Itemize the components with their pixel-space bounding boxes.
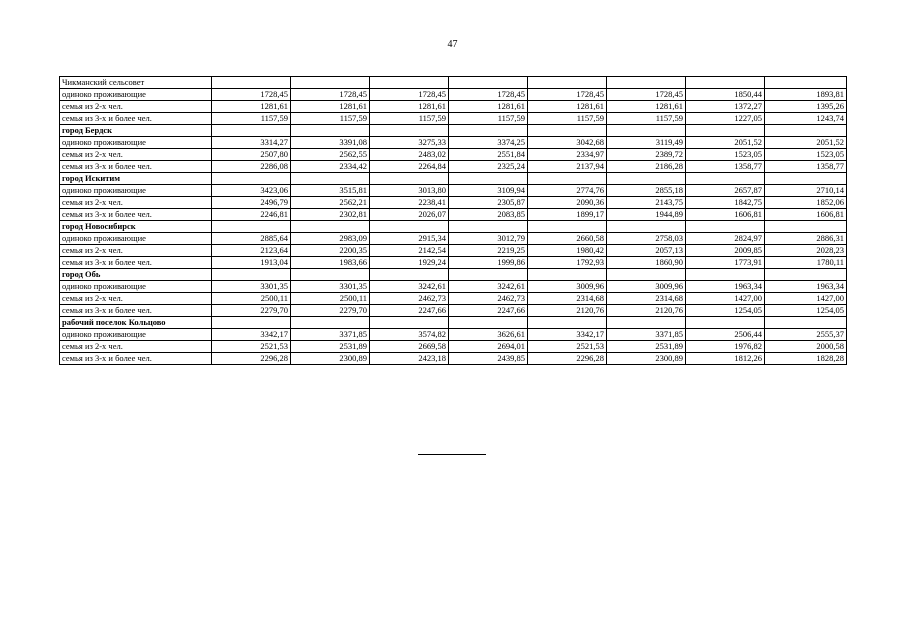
- value-cell: 2083,85: [449, 209, 528, 221]
- empty-cell: [212, 173, 291, 185]
- empty-cell: [528, 269, 607, 281]
- value-cell: 2238,41: [370, 197, 449, 209]
- empty-cell: [370, 77, 449, 89]
- value-cell: 2009,85: [686, 245, 765, 257]
- row-label: одиноко проживающие: [60, 185, 212, 197]
- empty-cell: [686, 221, 765, 233]
- value-cell: 3042,68: [528, 137, 607, 149]
- value-cell: 1523,05: [686, 149, 765, 161]
- value-cell: 2439,85: [449, 353, 528, 365]
- table-row: [60, 305, 847, 317]
- row-label: семья из 3-х и более чел.: [60, 161, 212, 173]
- value-cell: 2296,28: [212, 353, 291, 365]
- value-cell: 1254,05: [765, 305, 847, 317]
- value-cell: 1358,77: [765, 161, 847, 173]
- table-row: [60, 197, 847, 209]
- value-cell: 1157,59: [291, 113, 370, 125]
- value-cell: 2562,21: [291, 197, 370, 209]
- value-cell: 1913,04: [212, 257, 291, 269]
- section-title: рабочий поселок Кольцово: [60, 317, 212, 329]
- value-cell: 2389,72: [607, 149, 686, 161]
- empty-cell: [291, 173, 370, 185]
- row-label: семья из 2-х чел.: [60, 197, 212, 209]
- value-cell: 2423,18: [370, 353, 449, 365]
- row-label: семья из 2-х чел.: [60, 293, 212, 305]
- value-cell: 2507,80: [212, 149, 291, 161]
- value-cell: 1728,45: [370, 89, 449, 101]
- bottom-rule: [418, 454, 486, 455]
- value-cell: 2660,58: [528, 233, 607, 245]
- empty-cell: [370, 221, 449, 233]
- value-cell: 2028,23: [765, 245, 847, 257]
- value-cell: 3012,79: [449, 233, 528, 245]
- table-row: [60, 89, 847, 101]
- value-cell: 1427,00: [765, 293, 847, 305]
- value-cell: 1728,45: [528, 89, 607, 101]
- table-row: [60, 341, 847, 353]
- value-cell: 3301,35: [291, 281, 370, 293]
- value-cell: 3423,06: [212, 185, 291, 197]
- section-title: город Искитим: [60, 173, 212, 185]
- value-cell: 1372,27: [686, 101, 765, 113]
- value-cell: 2531,89: [291, 341, 370, 353]
- empty-cell: [686, 269, 765, 281]
- value-cell: 2669,58: [370, 341, 449, 353]
- section-title: Чикманский сельсовет: [60, 77, 212, 89]
- value-cell: 2051,52: [686, 137, 765, 149]
- empty-cell: [528, 317, 607, 329]
- empty-cell: [765, 317, 847, 329]
- value-cell: 1358,77: [686, 161, 765, 173]
- value-cell: 1893,81: [765, 89, 847, 101]
- table-row: [60, 113, 847, 125]
- value-cell: 3626,61: [449, 329, 528, 341]
- value-cell: 1828,28: [765, 353, 847, 365]
- value-cell: 2000,58: [765, 341, 847, 353]
- value-cell: 2855,18: [607, 185, 686, 197]
- empty-cell: [607, 125, 686, 137]
- value-cell: 1852,06: [765, 197, 847, 209]
- value-cell: 1157,59: [528, 113, 607, 125]
- value-cell: 1728,45: [449, 89, 528, 101]
- value-cell: 2305,87: [449, 197, 528, 209]
- value-cell: 2824,97: [686, 233, 765, 245]
- value-cell: 1157,59: [449, 113, 528, 125]
- empty-cell: [686, 317, 765, 329]
- value-cell: 3009,96: [528, 281, 607, 293]
- value-cell: 1281,61: [212, 101, 291, 113]
- value-cell: 2500,11: [212, 293, 291, 305]
- row-label: одиноко проживающие: [60, 137, 212, 149]
- table-row: [60, 161, 847, 173]
- value-cell: 2885,64: [212, 233, 291, 245]
- value-cell: 1281,61: [528, 101, 607, 113]
- value-cell: 2758,03: [607, 233, 686, 245]
- value-cell: 3515,81: [291, 185, 370, 197]
- value-cell: 1427,00: [686, 293, 765, 305]
- value-cell: 3275,33: [370, 137, 449, 149]
- value-cell: 2300,89: [607, 353, 686, 365]
- empty-cell: [449, 125, 528, 137]
- row-label: семья из 3-х и более чел.: [60, 305, 212, 317]
- value-cell: 2334,42: [291, 161, 370, 173]
- row-label: семья из 2-х чел.: [60, 341, 212, 353]
- value-cell: 1157,59: [370, 113, 449, 125]
- empty-cell: [765, 125, 847, 137]
- table-row: [60, 329, 847, 341]
- section-header-row: [60, 269, 847, 281]
- empty-cell: [449, 173, 528, 185]
- empty-cell: [607, 269, 686, 281]
- empty-cell: [528, 221, 607, 233]
- value-cell: 1842,75: [686, 197, 765, 209]
- page-number: 47: [447, 39, 458, 50]
- value-cell: 2694,01: [449, 341, 528, 353]
- value-cell: 1899,17: [528, 209, 607, 221]
- value-cell: 1850,44: [686, 89, 765, 101]
- empty-cell: [528, 77, 607, 89]
- value-cell: 1281,61: [370, 101, 449, 113]
- value-cell: 3342,17: [212, 329, 291, 341]
- value-cell: 1254,05: [686, 305, 765, 317]
- empty-cell: [291, 317, 370, 329]
- value-cell: 2462,73: [370, 293, 449, 305]
- value-cell: 2057,13: [607, 245, 686, 257]
- value-cell: 2521,53: [212, 341, 291, 353]
- empty-cell: [686, 173, 765, 185]
- value-cell: 3013,80: [370, 185, 449, 197]
- value-cell: 2200,35: [291, 245, 370, 257]
- value-cell: 1963,34: [765, 281, 847, 293]
- value-cell: 2915,34: [370, 233, 449, 245]
- value-cell: 2264,84: [370, 161, 449, 173]
- value-cell: 3242,61: [370, 281, 449, 293]
- value-cell: 3574,82: [370, 329, 449, 341]
- table-row: [60, 233, 847, 245]
- section-header-row: [60, 221, 847, 233]
- value-cell: 3009,96: [607, 281, 686, 293]
- value-cell: 2120,76: [607, 305, 686, 317]
- value-cell: 1606,81: [686, 209, 765, 221]
- empty-cell: [607, 77, 686, 89]
- empty-cell: [291, 77, 370, 89]
- empty-cell: [370, 317, 449, 329]
- empty-cell: [607, 221, 686, 233]
- empty-cell: [449, 269, 528, 281]
- row-label: семья из 3-х и более чел.: [60, 209, 212, 221]
- value-cell: 3242,61: [449, 281, 528, 293]
- section-header-row: [60, 77, 847, 89]
- value-cell: 2334,97: [528, 149, 607, 161]
- table-row: [60, 353, 847, 365]
- value-cell: 2555,37: [765, 329, 847, 341]
- row-label: одиноко проживающие: [60, 329, 212, 341]
- value-cell: 1980,42: [528, 245, 607, 257]
- row-label: семья из 3-х и более чел.: [60, 353, 212, 365]
- value-cell: 1983,66: [291, 257, 370, 269]
- value-cell: 2286,08: [212, 161, 291, 173]
- rates-table: [59, 76, 847, 365]
- empty-cell: [449, 317, 528, 329]
- value-cell: 1728,45: [607, 89, 686, 101]
- value-cell: 2026,07: [370, 209, 449, 221]
- empty-cell: [528, 125, 607, 137]
- value-cell: 2123,64: [212, 245, 291, 257]
- empty-cell: [370, 269, 449, 281]
- value-cell: 2314,68: [528, 293, 607, 305]
- value-cell: 1281,61: [607, 101, 686, 113]
- empty-cell: [212, 77, 291, 89]
- empty-cell: [449, 221, 528, 233]
- value-cell: 1523,05: [765, 149, 847, 161]
- value-cell: 2710,14: [765, 185, 847, 197]
- value-cell: 2143,75: [607, 197, 686, 209]
- table-row: [60, 149, 847, 161]
- value-cell: 2302,81: [291, 209, 370, 221]
- empty-cell: [370, 173, 449, 185]
- value-cell: 2562,55: [291, 149, 370, 161]
- value-cell: 3119,49: [607, 137, 686, 149]
- value-cell: 3371,85: [607, 329, 686, 341]
- row-label: одиноко проживающие: [60, 281, 212, 293]
- value-cell: 2657,87: [686, 185, 765, 197]
- row-label: семья из 3-х и более чел.: [60, 113, 212, 125]
- row-label: семья из 2-х чел.: [60, 245, 212, 257]
- value-cell: 1929,24: [370, 257, 449, 269]
- empty-cell: [370, 125, 449, 137]
- row-label: семья из 2-х чел.: [60, 101, 212, 113]
- value-cell: 2247,66: [449, 305, 528, 317]
- value-cell: 3342,17: [528, 329, 607, 341]
- value-cell: 2496,79: [212, 197, 291, 209]
- section-title: город Обь: [60, 269, 212, 281]
- table-row: [60, 101, 847, 113]
- value-cell: 2137,94: [528, 161, 607, 173]
- table-row: [60, 281, 847, 293]
- row-label: семья из 3-х и более чел.: [60, 257, 212, 269]
- value-cell: 1227,05: [686, 113, 765, 125]
- value-cell: 2314,68: [607, 293, 686, 305]
- section-title: город Бердск: [60, 125, 212, 137]
- value-cell: 2462,73: [449, 293, 528, 305]
- value-cell: 3109,94: [449, 185, 528, 197]
- table-row: [60, 245, 847, 257]
- table-row: [60, 137, 847, 149]
- value-cell: 1780,11: [765, 257, 847, 269]
- section-title: город Новосибирск: [60, 221, 212, 233]
- value-cell: 2983,09: [291, 233, 370, 245]
- value-cell: 2506,44: [686, 329, 765, 341]
- value-cell: 1944,89: [607, 209, 686, 221]
- value-cell: 1812,26: [686, 353, 765, 365]
- value-cell: 2886,31: [765, 233, 847, 245]
- value-cell: 2246,81: [212, 209, 291, 221]
- row-label: одиноко проживающие: [60, 89, 212, 101]
- empty-cell: [291, 125, 370, 137]
- value-cell: 1243,74: [765, 113, 847, 125]
- empty-cell: [212, 125, 291, 137]
- value-cell: 1976,82: [686, 341, 765, 353]
- value-cell: 3374,25: [449, 137, 528, 149]
- value-cell: 2500,11: [291, 293, 370, 305]
- value-cell: 2531,89: [607, 341, 686, 353]
- row-label: одиноко проживающие: [60, 233, 212, 245]
- empty-cell: [449, 77, 528, 89]
- table-row: [60, 209, 847, 221]
- value-cell: 3301,35: [212, 281, 291, 293]
- empty-cell: [528, 173, 607, 185]
- value-cell: 2521,53: [528, 341, 607, 353]
- empty-cell: [212, 317, 291, 329]
- value-cell: 1999,86: [449, 257, 528, 269]
- value-cell: 2483,02: [370, 149, 449, 161]
- value-cell: 1281,61: [449, 101, 528, 113]
- empty-cell: [686, 77, 765, 89]
- value-cell: 3371,85: [291, 329, 370, 341]
- value-cell: 2551,84: [449, 149, 528, 161]
- section-header-row: [60, 173, 847, 185]
- empty-cell: [212, 221, 291, 233]
- section-header-row: [60, 317, 847, 329]
- table-row: [60, 185, 847, 197]
- value-cell: 2090,36: [528, 197, 607, 209]
- table-row: [60, 257, 847, 269]
- value-cell: 3314,27: [212, 137, 291, 149]
- value-cell: 2296,28: [528, 353, 607, 365]
- value-cell: 1728,45: [291, 89, 370, 101]
- empty-cell: [765, 269, 847, 281]
- value-cell: 2325,24: [449, 161, 528, 173]
- value-cell: 2300,89: [291, 353, 370, 365]
- value-cell: 1963,34: [686, 281, 765, 293]
- empty-cell: [765, 221, 847, 233]
- empty-cell: [686, 125, 765, 137]
- value-cell: 1157,59: [212, 113, 291, 125]
- value-cell: 1728,45: [212, 89, 291, 101]
- value-cell: 2051,52: [765, 137, 847, 149]
- rates-table-body: [60, 77, 847, 365]
- row-label: семья из 2-х чел.: [60, 149, 212, 161]
- value-cell: 2279,70: [212, 305, 291, 317]
- empty-cell: [607, 317, 686, 329]
- value-cell: 1773,91: [686, 257, 765, 269]
- value-cell: 1860,90: [607, 257, 686, 269]
- empty-cell: [291, 269, 370, 281]
- empty-cell: [291, 221, 370, 233]
- value-cell: 2120,76: [528, 305, 607, 317]
- value-cell: 2279,70: [291, 305, 370, 317]
- value-cell: 3391,08: [291, 137, 370, 149]
- value-cell: 2219,25: [449, 245, 528, 257]
- value-cell: 2247,66: [370, 305, 449, 317]
- value-cell: 1792,93: [528, 257, 607, 269]
- value-cell: 1281,61: [291, 101, 370, 113]
- value-cell: 1395,26: [765, 101, 847, 113]
- table-row: [60, 293, 847, 305]
- section-header-row: [60, 125, 847, 137]
- value-cell: 1157,59: [607, 113, 686, 125]
- empty-cell: [765, 77, 847, 89]
- empty-cell: [607, 173, 686, 185]
- value-cell: 2186,28: [607, 161, 686, 173]
- value-cell: 2142,54: [370, 245, 449, 257]
- value-cell: 1606,81: [765, 209, 847, 221]
- empty-cell: [212, 269, 291, 281]
- value-cell: 2774,76: [528, 185, 607, 197]
- empty-cell: [765, 173, 847, 185]
